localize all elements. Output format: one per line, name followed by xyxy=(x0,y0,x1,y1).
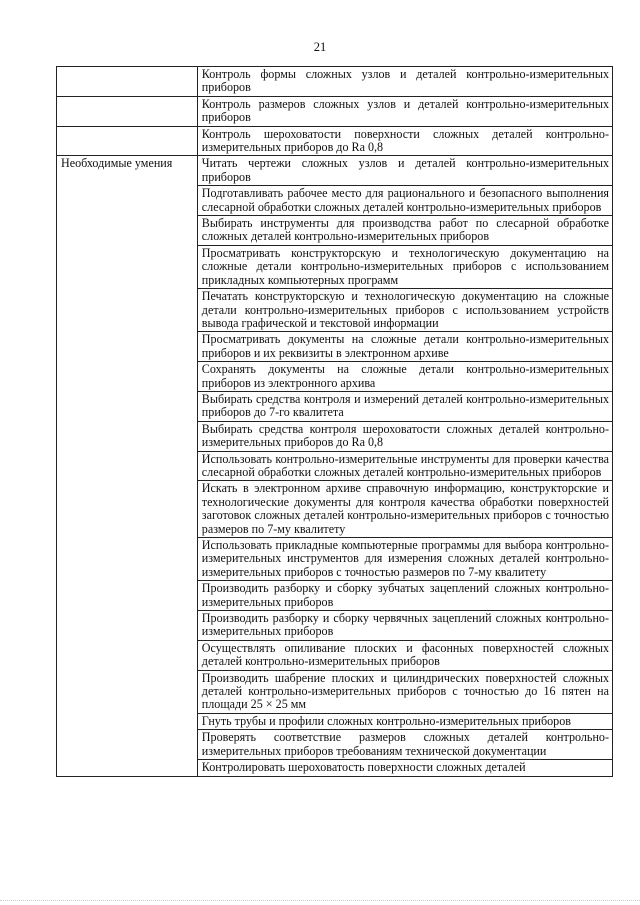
requirement-text: Осуществлять опиливание плоских и фасонных поверхностей сложных деталей контрольно-измерительных приборов xyxy=(201,640,609,669)
requirement-cell xyxy=(197,640,612,670)
requirement-cell xyxy=(197,538,612,581)
requirement-text: Проверять соответствие размеров сложных деталей контрольно-измерительных приборов требованиям технической документации xyxy=(201,730,609,758)
requirement-cell xyxy=(197,126,612,156)
requirement-cell xyxy=(197,481,612,538)
requirement-cell xyxy=(197,611,612,641)
requirement-cell xyxy=(197,156,612,186)
requirement-cell xyxy=(197,670,612,713)
requirement-text: Использовать контрольно-измерительные инструменты для проверки качества слесарной обработки сложных деталей контрольно-измерительных приборов xyxy=(201,451,609,479)
category-cell xyxy=(57,156,198,776)
requirement-cell xyxy=(197,713,612,729)
requirement-text: Читать чертежи сложных узлов и деталей контрольно-измерительных приборов xyxy=(201,156,609,184)
requirements-table xyxy=(56,66,613,777)
requirement-text: Печатать конструкторскую и технологическую документацию на сложные детали контрольно-измерительных приборов с использованием устройств вывода графической и текстовой информации xyxy=(201,289,609,330)
requirement-cell xyxy=(197,581,612,611)
requirement-text: Производить разборку и сборку зубчатых зацеплений сложных контрольно-измерительных приборов xyxy=(201,581,609,609)
requirement-text: Гнуть трубы и профили сложных контрольно-измерительных приборов xyxy=(201,713,571,728)
requirement-text: Выбирать инструменты для производства работ по слесарной обработке сложных деталей контрольно-измерительных приборов xyxy=(201,216,609,244)
requirements-table-body xyxy=(57,67,613,777)
table-row xyxy=(57,67,613,97)
requirement-text: Просматривать конструкторскую и технологическую документацию на сложные детали контрольно-измерительных приборов с использованием прикладных компьютерных программ xyxy=(201,245,609,287)
requirement-text: Контроль шероховатости поверхности сложных деталей контрольно-измерительных приборов до Ra 0,8 xyxy=(201,126,609,155)
table-row xyxy=(57,96,613,126)
requirement-cell xyxy=(197,421,612,451)
requirement-text: Просматривать документы на сложные детали контрольно-измерительных приборов и их реквизиты в электронном архиве xyxy=(201,332,609,360)
requirement-cell xyxy=(197,451,612,481)
category-label: Необходимые умения xyxy=(61,156,173,171)
requirement-cell xyxy=(197,362,612,392)
requirement-text: Выбирать средства контроля шероховатости сложных деталей контрольно-измерительных приборов до Ra 0,8 xyxy=(201,421,609,450)
requirement-cell xyxy=(197,760,612,776)
requirement-text: Контроль формы сложных узлов и деталей контрольно-измерительных приборов xyxy=(201,67,609,95)
requirement-text: Подготавливать рабочее место для рационального и безопасного выполнения слесарной обработки сложных деталей контрольно-измерительных приборов xyxy=(201,186,609,214)
page-number: 21 xyxy=(313,40,327,54)
requirement-cell xyxy=(197,186,612,216)
requirement-cell xyxy=(197,96,612,126)
requirement-text: Сохранять документы на сложные детали контрольно-измерительных приборов из электронного архива xyxy=(201,362,609,390)
table-row xyxy=(57,126,613,156)
table-row xyxy=(57,156,613,186)
requirement-text: Выбирать средства контроля и измерений деталей контрольно-измерительных приборов до 7-го квалитета xyxy=(201,391,609,420)
category-cell xyxy=(57,96,198,126)
requirement-cell xyxy=(197,245,612,288)
requirement-text: Контроль размеров сложных узлов и деталей контрольно-измерительных приборов xyxy=(201,96,609,125)
requirement-cell xyxy=(197,730,612,760)
requirement-cell xyxy=(197,216,612,246)
requirement-cell xyxy=(197,332,612,362)
requirement-text: Контролировать шероховатость поверхности сложных деталей xyxy=(201,760,526,775)
requirement-text: Производить разборку и сборку червячных зацеплений сложных контрольно-измерительных приборов xyxy=(201,611,609,639)
requirement-cell xyxy=(197,67,612,97)
requirement-text: Использовать прикладные компьютерные программы для выбора контрольно-измерительных инструментов для измерения сложных деталей контрольно-измерительных приборов с точностью размеров по 7-му квалитету xyxy=(201,538,609,579)
requirement-text: Искать в электронном архиве справочную информацию, конструкторские и технологические документы для контроля качества обработки поверхностей заготовок сложных деталей контрольно-измерительных приборов с точностью размеров по 7-му квалитету xyxy=(201,481,609,536)
scan-edge-line xyxy=(0,900,640,903)
requirement-cell xyxy=(197,391,612,421)
requirement-text: Производить шабрение плоских и цилиндрических поверхностей сложных деталей контрольно-измерительных приборов с точностью до 16 пятен на площади 25 × 25 мм xyxy=(201,670,609,712)
category-cell xyxy=(57,67,198,97)
category-cell xyxy=(57,126,198,156)
requirement-cell xyxy=(197,289,612,332)
